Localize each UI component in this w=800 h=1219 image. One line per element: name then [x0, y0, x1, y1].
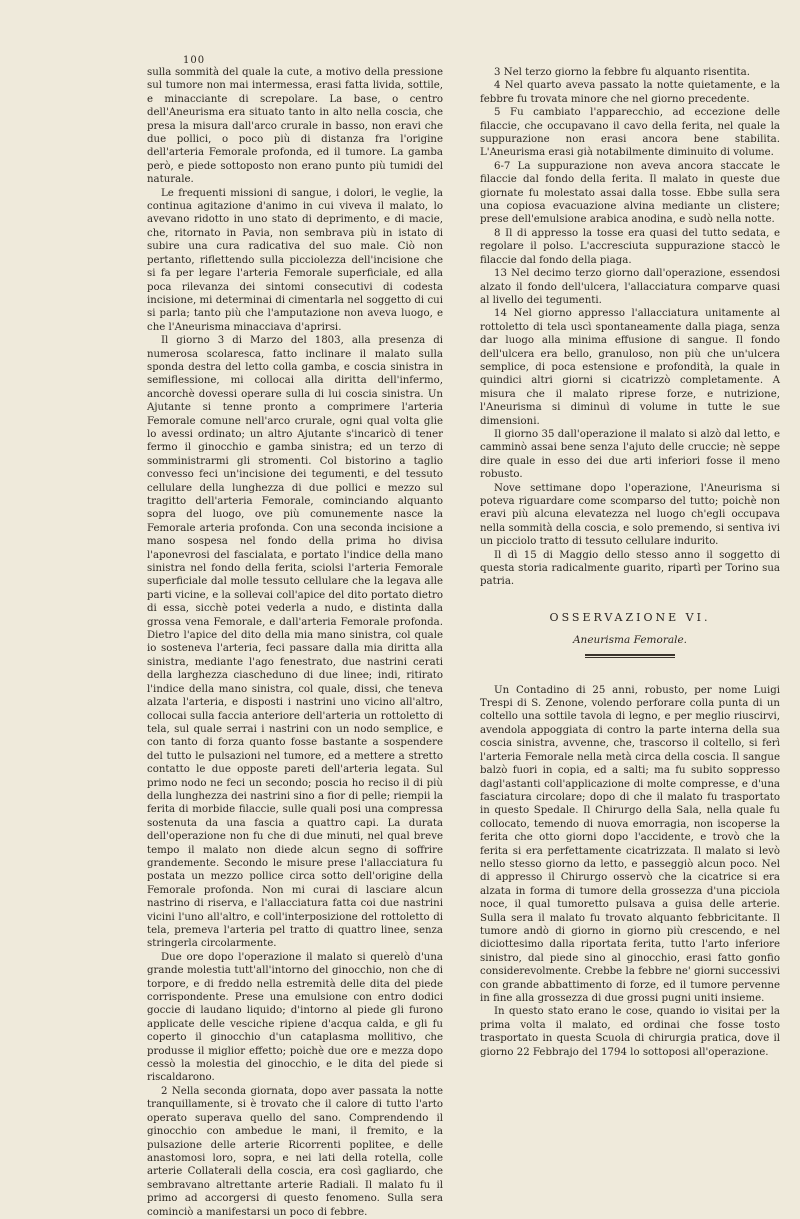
paragraph: sulla sommità del quale la cute, a motivo della pressione sul tumore non mai intermessa, erasi fatta livida, sottile, e minacciante di screpolare. La base, o centro dell'Aneurisma era situato tanto in alto nella coscia, che presa la misura dall'arco crurale in basso, non eravi che due pollici, o poco più di distanza fra l'origine dell'arteria Femorale profonda, ed il tumore. La gamba però, e piede sottoposto non erano punto più tumidi del naturale. [147, 67, 443, 186]
paragraph: 2 Nella seconda giornata, dopo aver passata la notte tranquillamente, si è trovato che il calore di tutto l'arto operato superava quello del sano. Comprendendo il ginocchio con ambedue le mani, il fremito, e la pulsazione delle arterie Ricorrenti poplitee, e delle anastomosi loro, sopra, e nei lati della rotella, colle arterie Collaterali della coscia, era così gagliardo, che sembravano altrettante arterie Radiali. Il malato fu il primo ad accorgersi di questo fenomeno. Sulla sera cominciò a manifestarsi un poco di febbre. [147, 1085, 443, 1218]
observation-heading: OSSERVAZIONE VI. [549, 610, 711, 624]
left-column [147, 66, 443, 1219]
paragraph: 5 Fu cambiato l'apparecchio, ad eccezione delle filaccie, che occupavano il cavo della ferita, nel quale la suppurazione non erasi ancora bene stabilita. L'Aneurisma erasi già notabilmente diminuito di volume. [480, 107, 780, 159]
decorative-rule [585, 654, 675, 658]
paragraph: Due ore dopo l'operazione il malato si querelò d'una grande molestia tutt'all'intorno del ginocchio, non che di torpore, e di freddo nella estremità delle dita del piede corrispondente. Prese una emulsione con entro dodici goccie di laudano liquido; d'intorno al piede gli furono applicate delle vesciche ripiene d'acqua calda, e gli fu coperto il ginocchio d'un cataplasma mollitivo, che produsse il miglior effetto; poichè due ore e mezza dopo cessò la molestia del ginocchio, e le dita del piede si riscaldarono. [147, 951, 443, 1084]
paragraph: Nove settimane dopo l'operazione, l'Aneurisma si poteva riguardare come scomparso del tutto; poichè non eravi più alcuna elevatezza nel luogo ch'egli occupava nella sommità della coscia, e solo premendo, si sentiva ivi un picciolo tratto di tessuto cellulare indurito. [480, 482, 780, 548]
paragraph: In questo stato erano le cose, quando io visitai per la prima volta il malato, ed ordinai che fosse tosto trasportato in questa Scuola di chirurgia pratica, dove il giorno 22 Febbrajo del 1794 lo sottoposi all'operazione. [480, 1006, 780, 1058]
paragraph: 3 Nel terzo giorno la febbre fu alquanto risentita. [494, 67, 750, 78]
paragraph: 8 Il di appresso la tosse era quasi del tutto sedata, e regolare il polso. L'accresciuta suppurazione staccò le filaccie dal fondo della piaga. [480, 227, 780, 266]
page-number: 100 [183, 55, 206, 66]
observation-subtitle: Aneurisma Femorale. [572, 634, 688, 647]
paragraph: 6-7 La suppurazione non aveva ancora staccate le filaccie dal fondo della ferita. Il malato in queste due giornate fu molestato assai dalla tosse. Ebbe sulla sera una copiosa evacuazione alvina mediante un clistere; prese dell'emulsione arabica anodina, e sudò nella notte. [480, 160, 780, 226]
paragraph: Le frequenti missioni di sangue, i dolori, le veglie, la continua agitazione d'animo in cui viveva il malato, lo avevano ridotto in uno stato di deprimento, e di macie, che, ritornato in Pavia, non sembrava più in istato di subire una cura radicativa del suo male. Ciò non pertanto, riflettendo sulla picciolezza dell'incisione che si fa per legare l'arteria Femorale superficiale, ed alla poca rilevanza dei sintomi consecutivi di codesta incisione, mi determinai di cimentarla nel soggetto di cui si parla; tanto più che l'amputazione non aveva luogo, e che l'Aneurisma minacciava d'aprirsi. [147, 187, 443, 333]
paragraph: Un Contadino di 25 anni, robusto, per nome Luigi Trespi di S. Zenone, volendo perforare colla punta di un coltello una sottile tavola di legno, e per meglio riuscirvi, avendola appoggiata di contro la parte interna della sua coscia sinistra, avvenne, che, trascorso il coltello, si ferì l'arteria Femorale nella metà circa della coscia. Il sangue balzò fuori in copia, ed a salti; ma fu subito soppresso dagl'astanti coll'applicazione di molte compresse, e d'una fasciatura circolare; dopo di che il malato fu trasportato in questo Spedale. Il Chirurgo della Sala, nella quale fu collocato, temendo di nuova emorragia, non iscoperse la ferita che otto giorni dopo l'accidente, e trovò che la ferita si era perfettamente cicatrizzata. Il malato si levò nello stesso giorno da letto, e passeggiò alcun poco. Nel di appresso il Chirurgo osservò che la cicatrice si era alzata in forma di tumore della grossezza d'una picciola noce, il qual tumoretto pulsava a guisa delle arterie. Sulla sera il malato fu trovato alquanto febbricitante. Il tumore andò di giorno in giorno più crescendo, e nel diciottesimo dalla riportata ferita, tutto l'arto inferiore sinistro, dal piede sino al ginocchio, erasi fatto gonfio considerevolmente. Crebbe la febbre ne' giorni successivi con grande abbattimento di forze, ed il tumore pervenne in fine alla grossezza di due grossi pugni uniti insieme. [480, 684, 780, 1004]
right-column [480, 66, 780, 1059]
paragraph: Il giorno 3 di Marzo del 1803, alla presenza di numerosa scolaresca, fatto inclinare il malato sulla sponda destra del letto colla gamba, e coscia sinistra in semiflessione, mi collocai alla diritta dell'infermo, ancorchè dovessi operare sulla di lui coscia sinistra. Un Ajutante si tenne pronto a comprimere l'arteria Femorale comune nell'arco crurale, ogni qual volta glie lo avessi ordinato; un altro Ajutante s'incaricò di tener fermo il ginocchio e gamba sinistra; ed un terzo di somministrarmi gli stromenti. Col bistorino a taglio convesso feci un'incisione dei tegumenti, e del tessuto cellulare della lunghezza di due pollici e mezzo sul tragitto dell'arteria Femorale, cominciando alquanto sopra del luogo, ove più comunemente nasce la Femorale arteria profonda. Con una seconda incisione a mano sospesa nel fondo della prima ho divisa l'aponevrosi del fascialata, e portato l'indice della mano sinistra nel fondo della ferita, sciolsi l'arteria Femorale superficiale dal molle tessuto cellulare che la legava alle parti vicine, e la sollevai coll'apice del dito portato dietro di essa, sicchè potei vederla a nudo, e distinta dalla grossa vena Femorale, e dall'arteria Femorale profonda. Dietro l'apice del dito della mia mano sinistra, col quale io sosteneva l'arteria, feci passare dalla mia diritta alla sinistra, mediante l'ago fenestrato, due nastrini cerati della larghezza ciascheduno di due linee; indi, ritirato l'indice della mano sinistra, col quale, dissi, che teneva alzata l'arteria, e disposti i nastrini uno vicino all'altro, collocai sulla faccia anteriore dell'arteria un rottoletto di tela, sul quale serrai i nastrini con un nodo semplice, e con tanto di forza quanto fosse bastante a sospendere del tutto le pulsazioni nel tumore, ed a mettere a stretto contatto le due opposte pareti dell'arteria legata. Sul primo nodo ne feci un secondo; poscia ho reciso il di più della lunghezza dei nastrini sino a fior di pelle; riempii la ferita di morbide filaccie, sulle quali posi una compressa sostenuta da una fascia a quattro capi. La durata dell'operazione non fu che di due minuti, nel qual breve tempo il malato non diede alcun segno di soffrire grandemente. Secondo le misure prese l'allacciatura fu postata un mezzo pollice circa sotto dell'origine della Femorale profonda. Non mi curai di lasciare alcun nastrino di riserva, e l'allacciatura fatta coi due nastrini vicini l'uno all'altro, e coll'interposizione del rottoletto di tela, premeva l'arteria pel tratto di quattro linee, senza stringerla circolarmente. [147, 335, 443, 950]
paragraph: 4 Nel quarto aveva passato la notte quietamente, e la febbre fu trovata minore che nel giorno precedente. [480, 80, 780, 105]
paragraph: Il dì 15 di Maggio dello stesso anno il soggetto di questa storia radicalmente guarito, ripartì per Torino sua patria. [480, 549, 780, 588]
paragraph: 14 Nel giorno appresso l'allacciatura unitamente al rottoletto di tela uscì spontaneamente dalla piaga, senza dar luogo alla minima effusione di sangue. Il fondo dell'ulcera era bello, granuloso, non più che un'ulcera semplice, di poca estensione e profondità, la quale in quindici altri giorni si cicatrizzò completamente. A misura che il malato riprese forze, e nutrizione, l'Aneurisma si diminuì di volume in tutte le sue dimensioni. [480, 308, 780, 427]
paragraph: 13 Nel decimo terzo giorno dall'operazione, essendosi alzato il fondo dell'ulcera, l'allacciatura comparve quasi al livello dei tegumenti. [480, 268, 780, 306]
paragraph: Il giorno 35 dall'operazione il malato si alzò dal letto, e camminò assai bene senza l'ajuto delle cruccie; nè seppe dire quale in esso dei due arti inferiori fosse il meno robusto. [480, 428, 780, 481]
